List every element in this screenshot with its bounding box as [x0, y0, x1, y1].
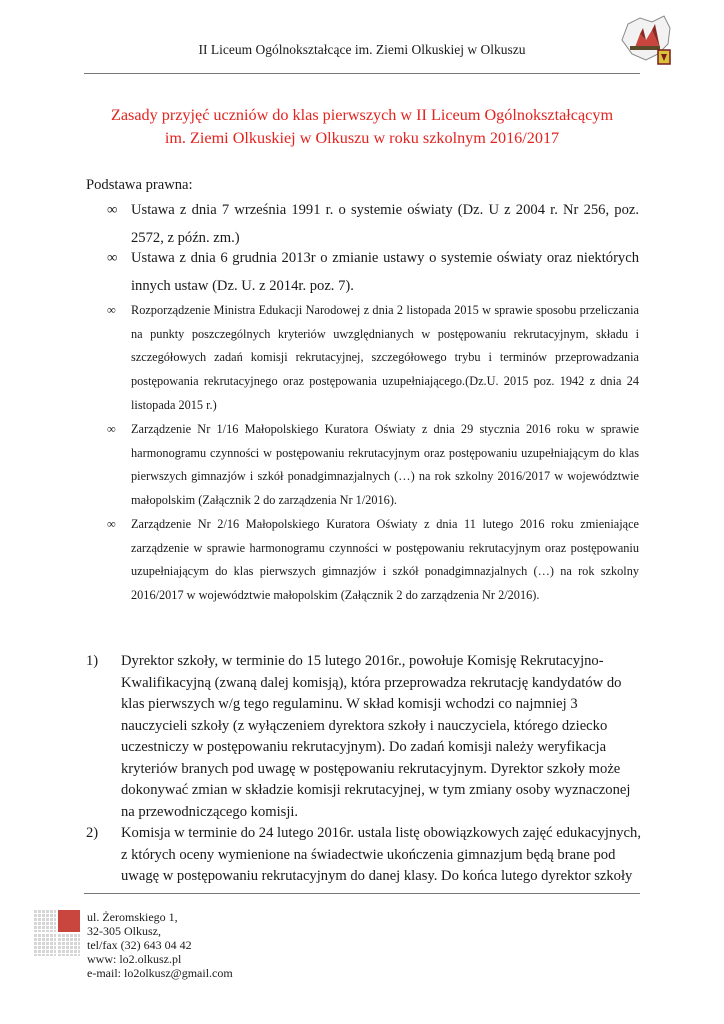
footer-website: www: lo2.olkusz.pl	[87, 952, 182, 966]
legal-basis-text: Zarządzenie Nr 2/16 Małopolskiego Kuratora Oświaty z dnia 11 lutego 2016 roku zmieniające zarządzenie w sprawie harmonogramu czynności w postępowaniu rekrutacyjnym oraz postępowaniu uzupełniającym do klas pierwszych gimnazjów i szkół ponadgimnazjalnych (…) na rok szkolny 2016/2017 w województwie małopolskim (Załącznik 2 do zarządzenia Nr 2/2016).	[131, 517, 639, 603]
footer-logo-squares	[34, 910, 80, 956]
infinity-bullet-icon: ∞	[107, 250, 118, 266]
legal-basis-text: Zarządzenie Nr 1/16 Małopolskiego Kuratora Oświaty z dnia 29 stycznia 2016 roku w sprawie harmonogramu czynności w postępowaniu rekrutacyjnym oraz postępowaniu uzupełniającym do klas pierwszych gimnazjów i szkół ponadgimnazjalnych (…) na rok szkolny 2016/2017 w województwie małopolskim (Załącznik 2 do zarządzenia Nr 1/2016).	[131, 422, 639, 508]
infinity-bullet-icon: ∞	[107, 202, 118, 218]
legal-basis-label: Podstawa prawna:	[86, 177, 193, 193]
infinity-bullet-icon: ∞	[107, 303, 116, 317]
footer-city: 32-305 Olkusz,	[87, 924, 161, 938]
rule-text: Dyrektor szkoły, w terminie do 15 lutego 2016r., powołuje Komisję Rekrutacyjno-Kwalifikacyjną (zwaną dalej komisją), która przeprowadza rekrutację kandydatów do klas pierwszych w/g tego regulaminu. W skład komisji wchodzi co najmniej 3 nauczycieli szkoły (z wyłączeniem dyrektora szkoły i nauczyciela, którego dziecko uczestniczy w postępowaniu rekrutacyjnym). Do zadań komisji należy weryfikacja kryteriów branych pod uwagę w postępowaniu rekrutacyjnym. Dyrektor szkoły może dokonywać zmian w składzie komisji rekrutacyjnej, w tym zmiany osoby wyznaczonej na przewodniczącego komisji.	[121, 653, 631, 820]
page-title	[60, 104, 664, 150]
footer-phone: tel/fax (32) 643 04 42	[87, 938, 192, 952]
legal-basis-text: Ustawa z dnia 6 grudnia 2013r o zmianie ustawy o systemie oświaty oraz niektórych innych ustaw (Dz. U. z 2014r. poz. 7).	[131, 250, 639, 294]
school-crest-icon	[618, 10, 674, 66]
title-line-2: im. Ziemi Olkuskiej w Olkuszu w roku szkolnym 2016/2017	[164, 129, 560, 147]
infinity-bullet-icon: ∞	[107, 517, 116, 531]
legal-basis-item	[107, 299, 639, 418]
footer-contact	[87, 910, 233, 980]
header-school-name: II Liceum Ogólnokształcące im. Ziemi Olkuskiej w Olkuszu	[198, 42, 526, 57]
rules-list	[86, 651, 642, 888]
legal-basis-item	[107, 513, 639, 608]
legal-basis-item	[107, 197, 639, 252]
legal-basis-text: Ustawa z dnia 7 września 1991 r. o systemie oświaty (Dz. U z 2004 r. Nr 256, poz. 2572, z późn. zm.)	[131, 202, 639, 246]
rule-item	[86, 823, 642, 888]
footer-divider	[84, 893, 640, 894]
rule-item	[86, 651, 642, 823]
legal-basis-item	[107, 245, 639, 300]
legal-basis-text: Rozporządzenie Ministra Edukacji Narodowej z dnia 2 listopada 2015 w sprawie sposobu przeliczania na punkty poszczególnych kryteriów uwzględnianych w postępowaniu rekrutacyjnym, składu i szczegółowych zadań komisji rekrutacyjnej, szczegółowego trybu i terminów przeprowadzania postępowania rekrutacyjnego oraz postępowania uzupełniającego.(Dz.U. 2015 poz. 1942 z dnia 24 listopada 2015 r.)	[131, 303, 639, 412]
rule-text: Komisja w terminie do 24 lutego 2016r. ustala listę obowiązkowych zajęć edukacyjnych, z których oceny wymienione na świadectwie ukończenia gimnazjum będą brane pod uwagę w postępowaniu rekrutacyjnym do danej klasy. Do końca lutego dyrektor szkoły	[121, 825, 641, 884]
rule-number: 2)	[86, 825, 99, 841]
header-divider	[84, 73, 640, 74]
infinity-bullet-icon: ∞	[107, 422, 116, 436]
footer-street: ul. Żeromskiego 1,	[87, 910, 178, 924]
rule-number: 1)	[86, 653, 99, 669]
footer-email: e-mail: lo2olkusz@gmail.com	[87, 966, 233, 980]
title-line-1: Zasady przyjęć uczniów do klas pierwszych w II Liceum Ogólnokształcącym	[110, 106, 614, 124]
legal-basis-item	[107, 418, 639, 513]
